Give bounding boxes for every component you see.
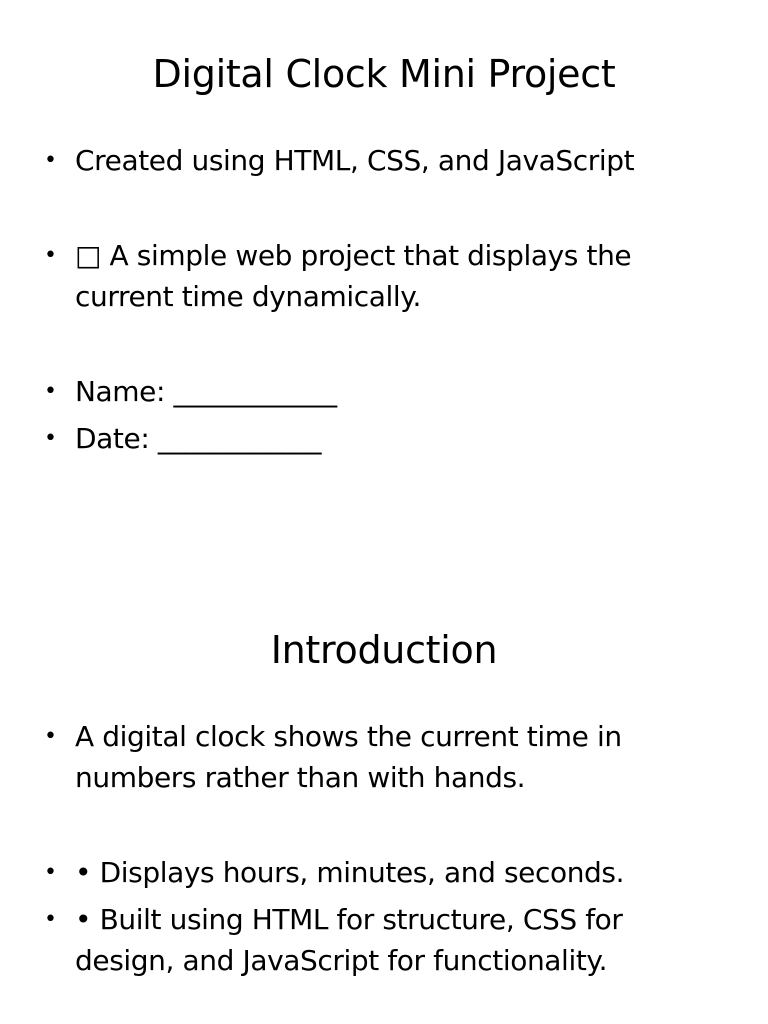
bullet-list — [44, 140, 724, 459]
bullet-marker: • — [44, 860, 57, 885]
bullet-marker: • — [44, 907, 57, 932]
bullet-marker: • — [44, 426, 57, 451]
bullet-text: • Displays hours, minutes, and seconds. — [75, 856, 625, 889]
list-item — [44, 899, 724, 981]
bullet-marker: • — [44, 724, 57, 749]
list-item — [44, 140, 724, 181]
name-field-label: Name: ____________ — [75, 375, 337, 408]
bullet-list — [44, 716, 724, 981]
list-item — [44, 716, 724, 798]
list-item — [44, 235, 724, 317]
bullet-text: A digital clock shows the current time in numbers rather than with hands. — [75, 720, 622, 794]
bullet-text: Created using HTML, CSS, and JavaScript — [75, 144, 635, 177]
list-item — [44, 371, 724, 412]
slide-introduction — [0, 512, 768, 1024]
bullet-text: • Built using HTML for structure, CSS for design, and JavaScript for functionality. — [75, 903, 623, 977]
date-field-label: Date: ____________ — [75, 422, 322, 455]
list-item — [44, 418, 724, 459]
slide-title: Introduction — [270, 628, 498, 672]
list-item — [44, 852, 724, 893]
bullet-marker: • — [44, 243, 57, 268]
bullet-text: □ A simple web project that displays the current time dynamically. — [75, 239, 632, 313]
bullet-marker: • — [44, 379, 57, 404]
slide-title: Digital Clock Mini Project — [152, 52, 616, 96]
bullet-marker: • — [44, 148, 57, 173]
